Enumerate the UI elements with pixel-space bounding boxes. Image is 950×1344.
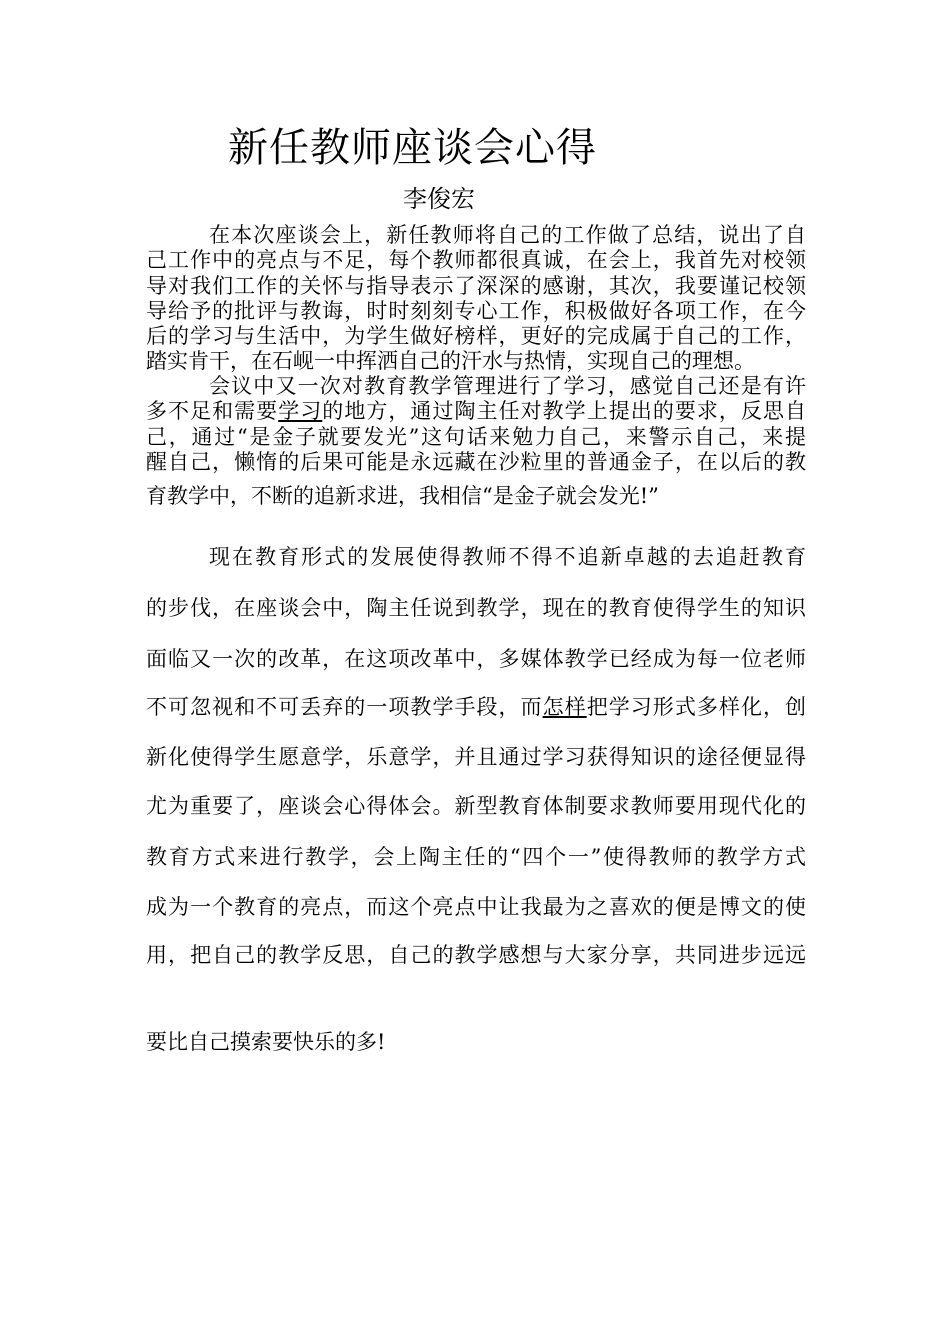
paragraph-3-line-9 — [146, 941, 806, 969]
text-run: 的地方，通过陶主任对教学上提出的要求，反思自 — [322, 399, 806, 424]
paragraph-line: 在本次座谈会上，新任教师将自己的工作做了总结，说出了自 — [209, 223, 806, 247]
paragraph-line — [146, 693, 806, 721]
paragraph-line: 要比自己摸索要快乐的多! — [146, 1030, 386, 1054]
paragraph-line: 导给予的批评与教诲，时时刻刻专心工作，积极做好各项工作，在今 — [146, 298, 806, 323]
paragraph-1 — [146, 223, 806, 375]
author-name: 李俊宏 — [403, 185, 475, 213]
paragraph-line: 己，通过“是金子就要发光”这句话来勉力自己，来警示自己，来提 — [146, 424, 806, 449]
text-run: 不可忽视和不可丢弃的一项教学手段，而 — [146, 695, 543, 719]
document-title: 新任教师座谈会心得 — [228, 125, 597, 171]
paragraph-line: 尤为重要了，座谈会心得体会。新型教育体制要求教师要用现代化的 — [146, 794, 806, 818]
paragraph-3-line-2 — [146, 594, 806, 622]
paragraph-line: 己工作中的亮点与不足，每个教师都很真诚，在会上，我首先对校领 — [146, 248, 806, 273]
paragraph-3-line-10 — [146, 1028, 806, 1056]
paragraph-3-line-8 — [146, 893, 806, 921]
paragraph-line: 会议中又一次对教育教学管理进行了学习，感觉自己还是有许 — [209, 374, 806, 398]
paragraph-line: 的步伐，在座谈会中，陶主任说到教学，现在的教育使得学生的知识 — [146, 596, 806, 620]
underlined-word: 怎样 — [542, 695, 587, 719]
paragraph-3-line-4 — [146, 693, 806, 721]
paragraph-line — [146, 399, 806, 424]
paragraph-line: 新化使得学生愿意学，乐意学，并且通过学习获得知识的途径便显得 — [146, 745, 806, 769]
paragraph-line: 后的学习与生活中，为学生做好榜样，更好的完成属于自己的工作， — [146, 324, 806, 349]
paragraph-3-line-7 — [146, 843, 806, 871]
paragraph-line: 成为一个教育的亮点，而这个亮点中让我最为之喜欢的便是博文的使 — [146, 895, 806, 919]
paragraph-line: 醒自己，懒惰的后果可能是永远藏在沙粒里的普通金子，在以后的教 — [146, 449, 806, 474]
paragraph-line: 踏实肯干，在石岘一中挥洒自己的汗水与热情，实现自己的理想。 — [146, 349, 755, 374]
text-run: 多不足和需要 — [146, 399, 279, 424]
paragraph-line: 面临又一次的改革，在这项改革中，多媒体教学已经成为每一位老师 — [146, 647, 806, 671]
paragraph-line: 教育方式来进行教学，会上陶主任的“四个一”使得教师的教学方式 — [146, 845, 806, 869]
paragraph-3-line-3 — [146, 645, 806, 673]
paragraph-2 — [146, 374, 806, 475]
paragraph-3-line-1 — [146, 543, 806, 571]
text-run: 把学习形式多样化，创 — [586, 695, 806, 719]
paragraph-3-line-5 — [146, 743, 806, 771]
paragraph-line: 用，把自己的教学反思，自己的教学感想与大家分享，共同进步远远 — [146, 943, 806, 967]
paragraph-line: 导对我们工作的关怀与指导表示了深深的感谢，其次，我要谨记校领 — [146, 273, 806, 298]
paragraph-line: 育教学中，不断的追新求进，我相信“是金子就会发光!” — [146, 484, 659, 508]
underlined-word: 学习 — [278, 399, 323, 424]
paragraph-3-line-6 — [146, 792, 806, 820]
paragraph-2-last-line — [146, 482, 806, 510]
paragraph-line: 现在教育形式的发展使得教师不得不追新卓越的去追赶教育 — [209, 545, 806, 569]
